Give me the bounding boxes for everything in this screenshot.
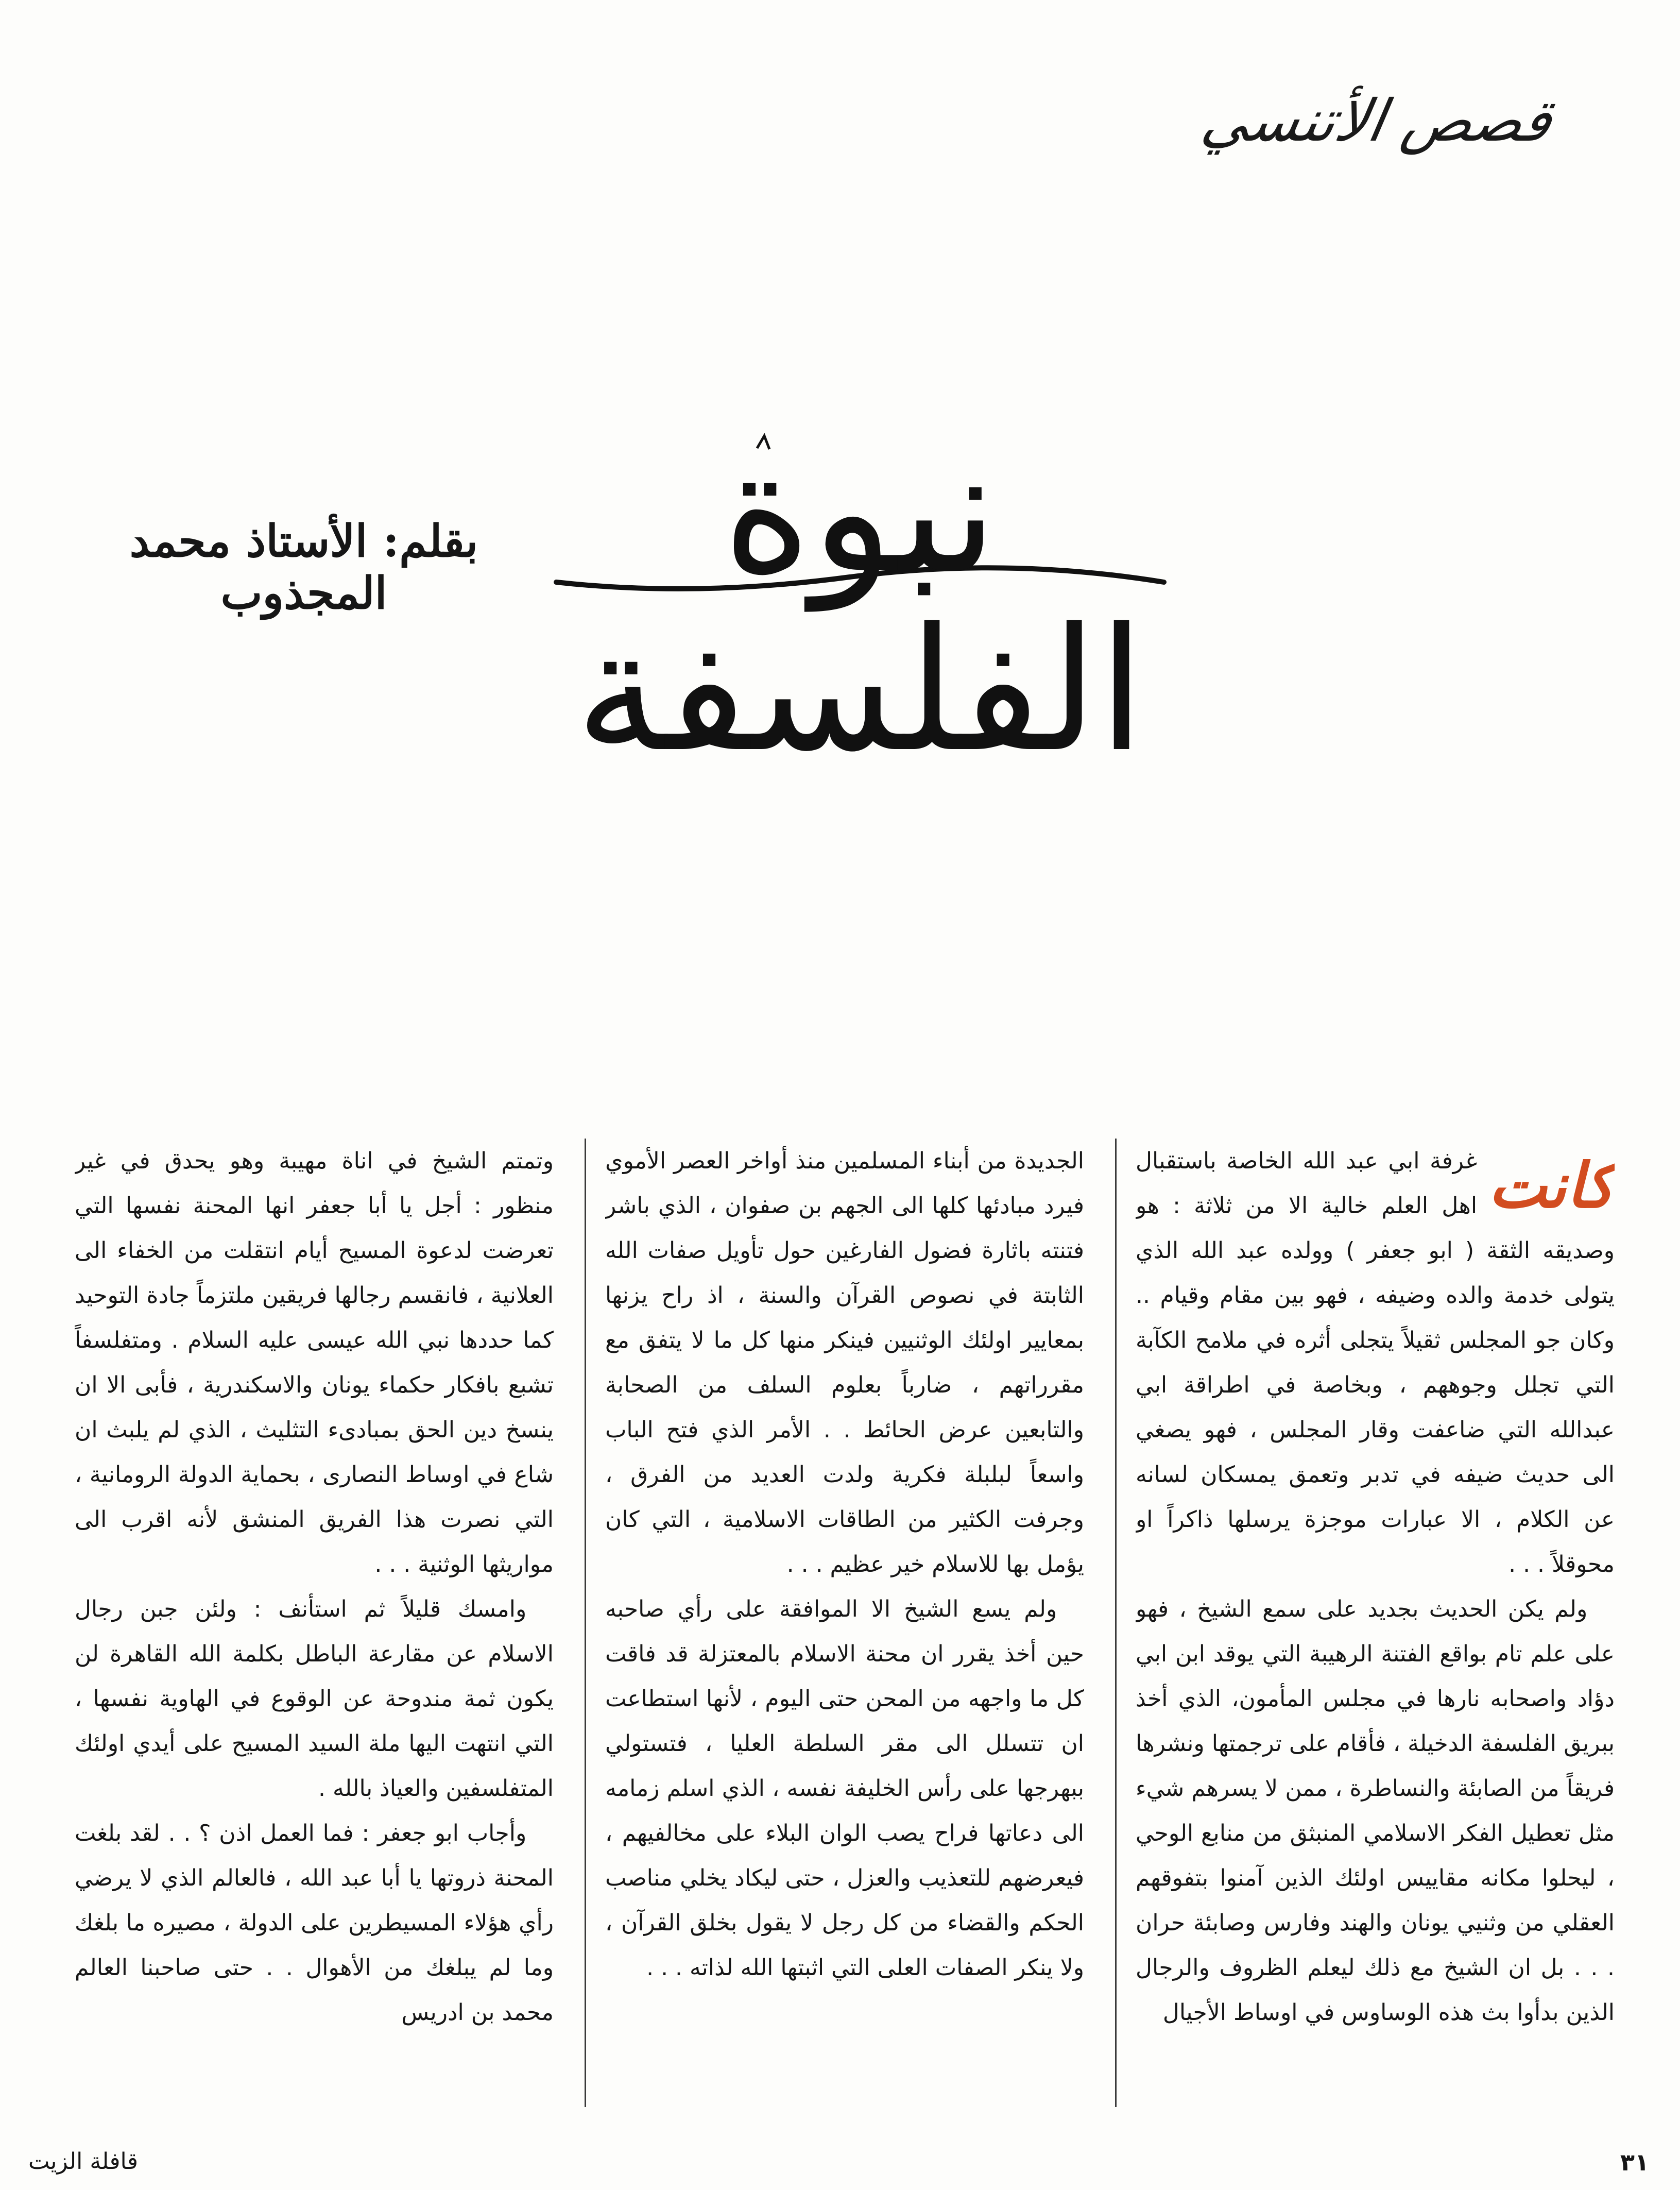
column-3 (75, 1139, 554, 2117)
paragraph: ولم يسع الشيخ الا الموافقة على رأي صاحبه حين أخذ يقرر ان محنة الاسلام بالمعتزلة قد فاقت كل ما واجهه من المحن حتى اليوم ، لأنها استطاعت ان تتسلل الى مقر السلطة العليا ، فتستولي ببهرجها على رأس الخليفة نفسه ، الذي اسلم زمامه الى دعاتها فراح يصب الوان البلاء على مخالفيهم ، فيعرضهم للتعذيب والعزل ، حتى ليكاد يخلي مناصب الحكم والقضاء من كل رجل لا يقول بخلق القرآن ، ولا ينكر الصفات العلى التي اثبتها الله لذاته . . . (605, 1596, 1084, 1981)
paragraph: وأجاب ابو جعفر : فما العمل اذن ؟ . . لقد بلغت المحنة ذروتها يا أبا عبد الله ، فالعالم الذي لا يرضي رأي هؤلاء المسيطرين على الدولة ، مصيره ما بلغك وما لم يبلغك من الأهوال . . حتى صاحبنا العالم محمد بن ادريس (75, 1820, 554, 2026)
paragraph: الجديدة من أبناء المسلمين منذ أواخر العصر الأموي فيرد مبادئها كلها الى الجهم بن صفوان ، الذي باشر فتنته باثارة فضول الفارغين حول تأويل صفات الله الثابتة في نصوص القرآن والسنة ، اذ راح يزنها بمعايير اولئك الوثنيين فينكر منها كل ما لا يتفق مع مقرراتهم ، ضارباً بعلوم السلف من الصحابة والتابعين عرض الحائط . . الأمر الذي فتح الباب واسعاً لبلبلة فكرية ولدت العديد من الفرق ، وجرفت الكثير من الطاقات الاسلامية ، التي كان يؤمل بها للاسلام خير عظيم . . . (605, 1148, 1084, 1577)
drop-cap: كانت (1488, 1150, 1615, 1222)
page-number: ٣١ (1620, 2148, 1649, 2176)
magazine-name: قافلة الزيت (28, 2148, 138, 2175)
section-label: قصص الأتنسي (1196, 88, 1557, 155)
text-columns (75, 1139, 1615, 2117)
column-1 (1136, 1139, 1615, 2117)
column-2 (605, 1139, 1084, 2117)
paragraph: وتمتم الشيخ في اناة مهيبة وهو يحدق في غير منظور : أجل يا أبا جعفر انها المحنة نفسها التي تعرضت لدعوة المسيح أيام انتقلت من الخفاء الى العلانية ، فانقسم رجالها فريقين ملتزماً جادة التوحيد كما حددها نبي الله عيسى عليه السلام . ومتفلسفاً تشبع بافكار حكماء يونان والاسكندرية ، فأبى الا ان ينسخ دين الحق بمبادىء التثليث ، الذي لم يلبث ان شاع في اوساط النصارى ، بحماية الدولة الرومانية ، التي نصرت هذا الفريق المنشق لأنه اقرب الى مواريثها الوثنية . . . (75, 1148, 554, 1577)
author-byline: بقلم: الأستاذ محمد المجذوب (129, 515, 478, 619)
column-divider (1115, 1139, 1117, 2107)
paragraph: وامسك قليلاً ثم استأنف : ولئن جبن رجال الاسلام عن مقارعة الباطل بكلمة الله القاهرة لن يكون ثمة مندوحة عن الوقوع في الهاوية نفسها ، التي انتهت اليها ملة السيد المسيح على أيدي اولئك المتفلسفين والعياذ بالله . (75, 1596, 554, 1802)
paragraph: ولم يكن الحديث بجديد على سمع الشيخ ، فهو على علم تام بواقع الفتنة الرهيبة التي يوقد ابن ابي دؤاد واصحابه نارها في مجلس المأمون، الذي أخذ ببريق الفلسفة الدخيلة ، فأقام على ترجمتها ونشرها فريقاً من الصابئة والنساطرة ، ممن لا يسرهم شيء مثل تعطيل الفكر الاسلامي المنبثق من منابع الوحي ، ليحلوا مكانه مقاييس اولئك الذين آمنوا بتفوقهم العقلي من وثنيي يونان والهند وفارس وصابئة حران . . . بل ان الشيخ مع ذلك ليعلم الظروف والرجال الذين بدأوا بث هذه الوساوس في اوساط الأجيال (1136, 1596, 1615, 2026)
column-divider (585, 1139, 586, 2107)
paragraph: غرفة ابي عبد الله الخاصة باستقبال اهل العلم خالية الا من ثلاثة : هو وصديقه الثقة ( ابو جعفر ) وولده عبد الله الذي يتولى خدمة والده وضيفه ، فهو بين مقام وقيام .. وكان جو المجلس ثقيلاً يتجلى أثره في ملامح الكآبة التي تجلل وجوههم ، وبخاصة في اطراقة ابي عبدالله التي ضاعفت وقار المجلس ، فهو يصغي الى حديث ضيفه في تدبر وتعمق يمسكان لسانه عن الكلام ، الا عبارات موجزة يرسلها ذاكراً او محوقلاً . . . (1136, 1148, 1615, 1577)
article-title: نبوة الفلسفة (575, 413, 1145, 789)
